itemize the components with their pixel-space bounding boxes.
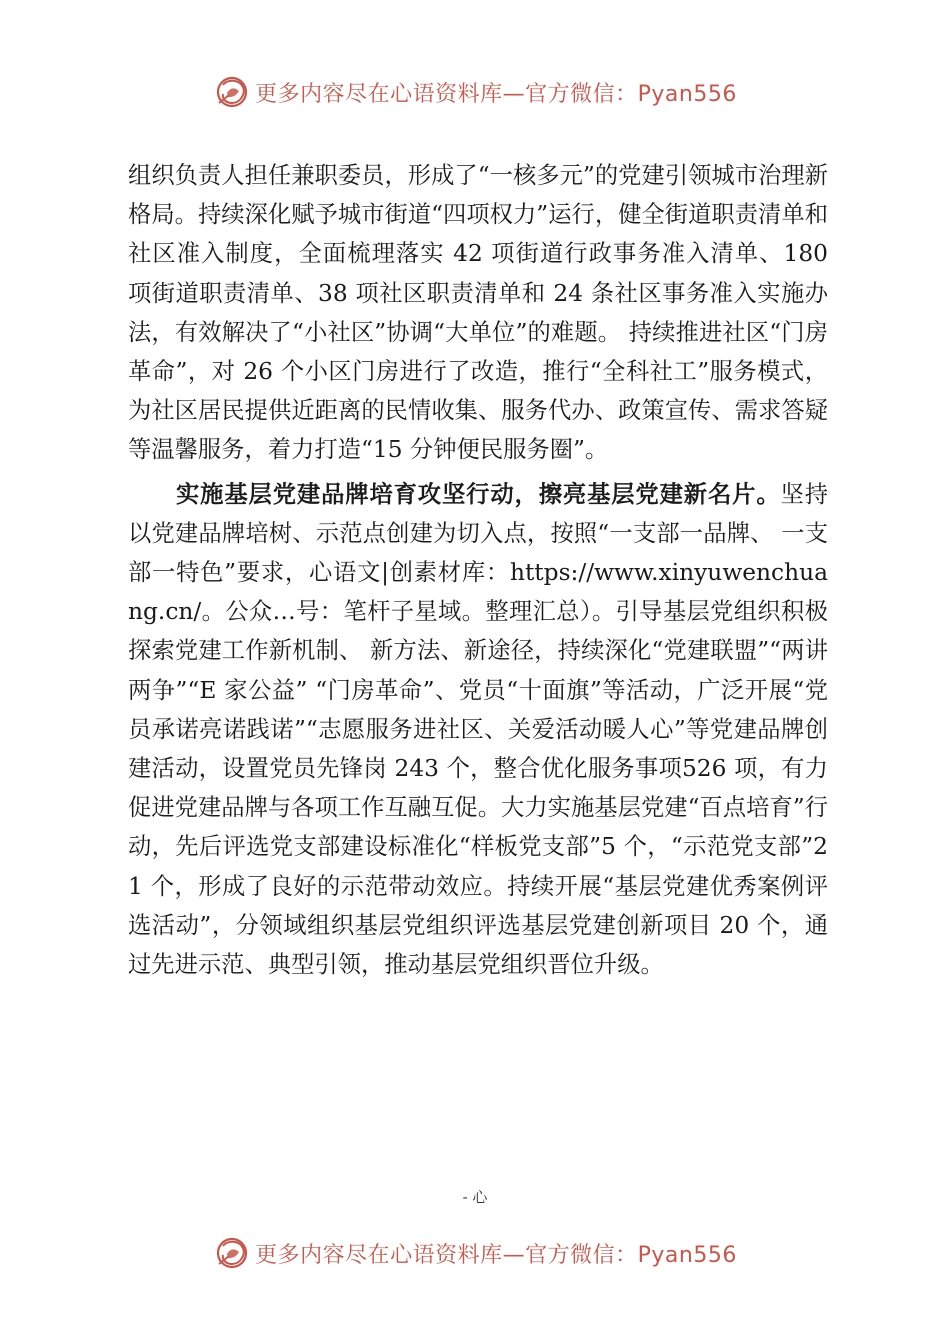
page-number: - 心 <box>462 1188 488 1206</box>
brand-logo-icon <box>213 73 251 111</box>
footer-watermark-banner <box>0 1231 950 1275</box>
banner-text: 更多内容尽在心语资料库—官方微信：Pyan556 <box>255 81 737 107</box>
document-body <box>128 156 828 984</box>
header-watermark-banner <box>0 70 950 114</box>
paragraph-lead-heading: 实施基层党建品牌培育攻坚行动，擦亮基层党建新名片。 <box>176 480 781 508</box>
paragraph <box>128 475 828 985</box>
brand-logo-icon <box>213 1234 251 1272</box>
paragraph-body-text: 坚持以党建品牌培树、示范点创建为切入点，按照“一支部一品牌、 一支部一特色”要求，心语文|创素材库：https://www.xinyuwenchuang.cn/。公众…号：笔杆子星域。整理汇总）。引导基层党组织积极探索党建工作新机制、 新方法、新途径，持续深化“党建联盟”“两讲两争”“E 家公益” “门房革命”、党员“十面旗”等活动，广泛开展“党员承诺亮诺践诺”“志愿服务进社区、关爱活动暖人心”等党建品牌创建活动，设置党员先锋岗 243 个，整合优化服务事项526 项，有力促进党建品牌与各项工作互融互促。大力实施基层党建“百点培育”行动，先后评选党支部建设标准化“样板党支部”5 个，“示范党支部”21 个，形成了良好的示范带动效应。持续开展“基层党建优秀案例评选活动”，分领域组织基层党组织评选基层党建创新项目 20 个，通过先进示范、典型引领，推动基层党组织晋位升级。 <box>128 480 829 979</box>
banner-text: 更多内容尽在心语资料库—官方微信：Pyan556 <box>255 1242 737 1268</box>
paragraph: 组织负责人担任兼职委员，形成了“一核多元”的党建引领城市治理新格局。持续深化赋予城市街道“四项权力”运行，健全街道职责清单和社区准入制度，全面梳理落实 42 项街道行政事务准入清单、180 项街道职责清单、38 项社区职责清单和 24 条社区事务准入实施办法，有效解决了“小社区”协调“大单位”的难题。 持续推进社区“门房革命”，对 26 个小区门房进行了改造，推行“全科社工”服务模式，为社区居民提供近距离的民情收集、服务代办、政策宣传、需求答疑等温馨服务，着力打造“15 分钟便民服务圈”。 <box>128 162 828 464</box>
